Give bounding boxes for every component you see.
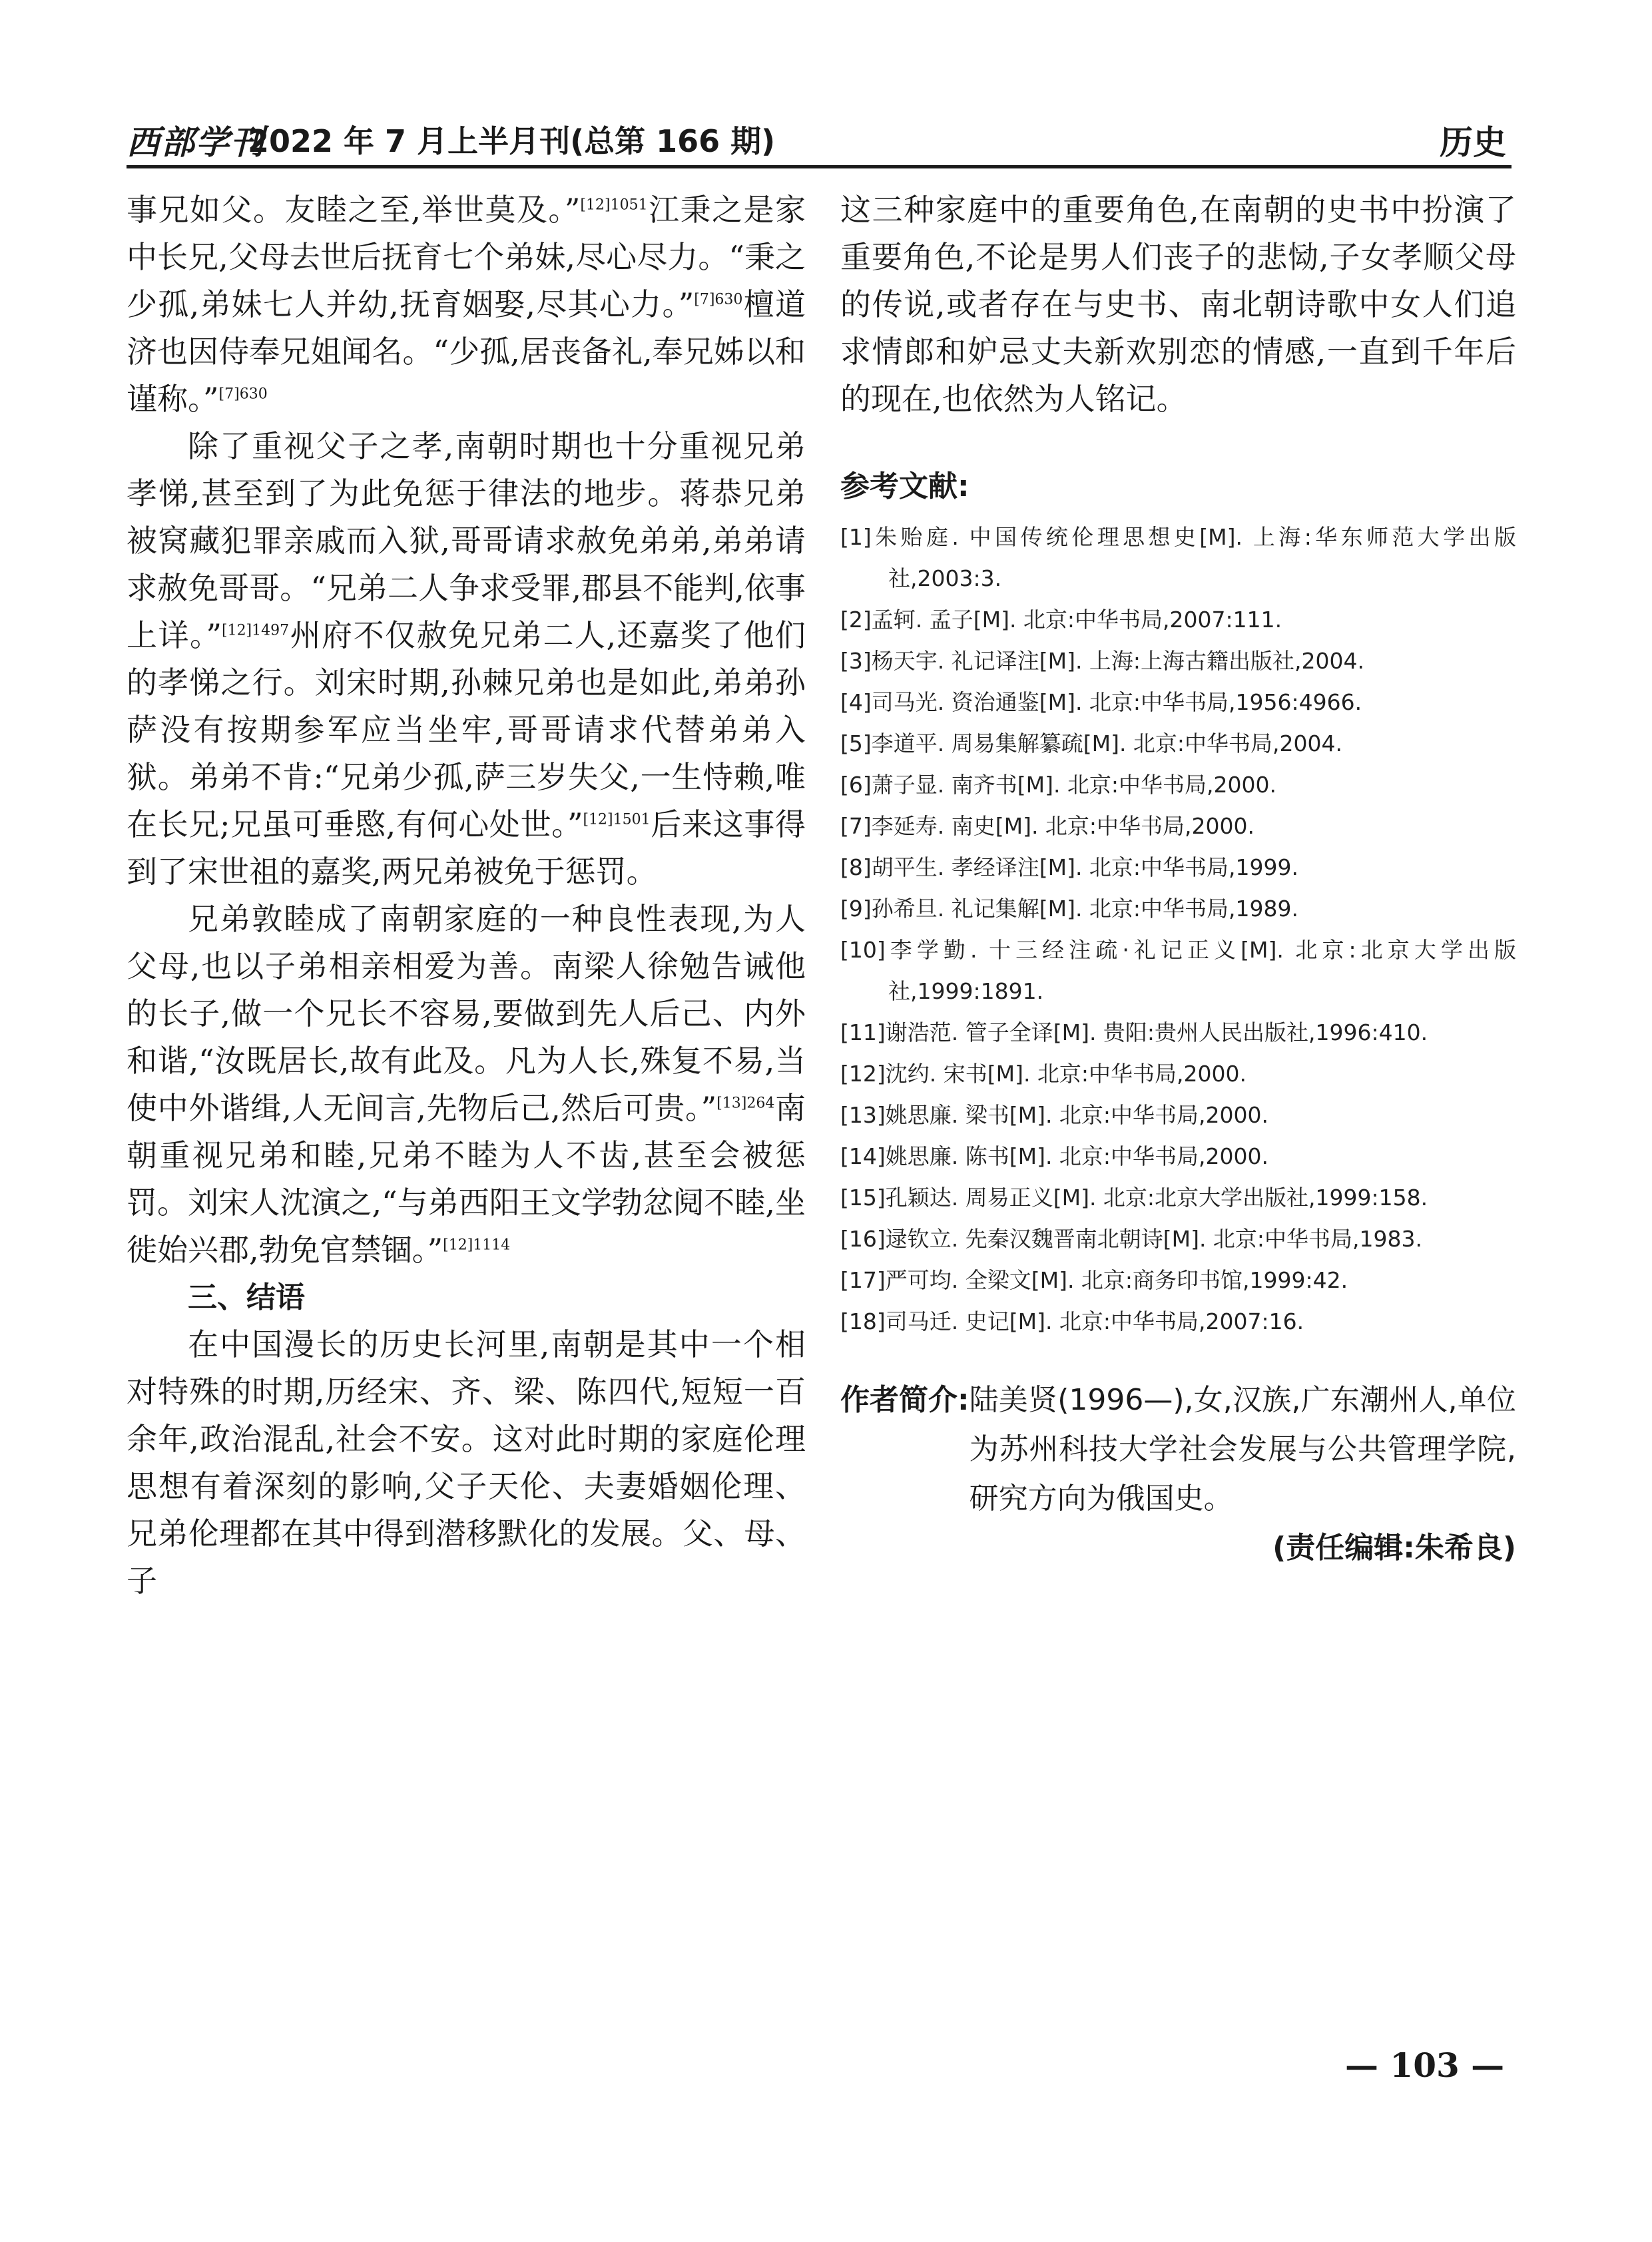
reference-item: [13]姚思廉. 梁书[M]. 北京:中华书局,2000. — [840, 1102, 1269, 1128]
section-name: 历史 — [1440, 123, 1506, 162]
citation: [7]630 — [218, 386, 268, 403]
reference-item: [2]孟轲. 孟子[M]. 北京:中华书局,2007:111. — [840, 607, 1282, 633]
paragraph: 这三种家庭中的重要角色,在南朝的史书中扮演了重要角色,不论是男人们丧子的悲恸,子女孝顺父母的传说,或者存在与史书、南北朝诗歌中女人们追求情郎和妒忌丈夫新欢别恋的情感,一直到千年后的现在,也依然为人铭记。 — [840, 192, 1516, 417]
responsible-editor: (责任编辑:朱希良) — [1272, 1531, 1516, 1565]
references-list — [840, 517, 1516, 1342]
citation: [12]1114 — [443, 1237, 511, 1254]
left-column — [127, 186, 806, 1605]
reference-item: [17]严可均. 全梁文[M]. 北京:商务印书馆,1999:42. — [840, 1267, 1348, 1293]
reference-item: [18]司马迁. 史记[M]. 北京:中华书局,2007:16. — [840, 1308, 1304, 1334]
citation: [12]1497 — [221, 622, 290, 639]
reference-item: [5]李道平. 周易集解纂疏[M]. 北京:中华书局,2004. — [840, 730, 1343, 756]
citation: [7]630 — [694, 291, 743, 308]
reference-item: [14]姚思廉. 陈书[M]. 北京:中华书局,2000. — [840, 1143, 1269, 1169]
right-column — [840, 186, 1516, 1573]
reference-item: [9]孙希旦. 礼记集解[M]. 北京:中华书局,1989. — [840, 896, 1299, 922]
paragraph: 事兄如父。友睦之至,举世莫及。”$^{[12]1051}$江秉之是家中长兄,父母去世后抚育七个弟妹,尽心尽力。“秉之少孤,弟妹七人并幼,抚育姻娶,尽其心力。”$^{[7]630}$檀道济也因侍奉兄姐闻名。“少孤,居丧备礼,奉兄姊以和谨称。”$^{[7]630}$ — [127, 192, 806, 417]
reference-item: [7]李延寿. 南史[M]. 北京:中华书局,2000. — [840, 813, 1255, 839]
reference-item: [1]朱贻庭. 中国传统伦理思想史[M]. 上海:华东师范大学出版社,2003:3. — [840, 524, 1516, 591]
paragraph: 在中国漫长的历史长河里,南朝是其中一个相对特殊的时期,历经宋、齐、梁、陈四代,短短一百余年,政治混乱,社会不安。这对此时期的家庭伦理思想有着深刻的影响,父子天伦、夫妻婚姻伦理、兄弟伦理都在其中得到潜移默化的发展。父、母、子 — [127, 1326, 806, 1599]
reference-item: [4]司马光. 资治通鉴[M]. 北京:中华书局,1956:4966. — [840, 689, 1362, 715]
author-bio-text: 陆美贤(1996—),女,汉族,广东潮州人,单位为苏州科技大学社会发展与公共管理学院,研究方向为俄国史。 — [969, 1383, 1516, 1516]
reference-item: [12]沈约. 宋书[M]. 北京:中华书局,2000. — [840, 1061, 1247, 1087]
citation: [13]264 — [716, 1095, 775, 1112]
reference-item: [6]萧子显. 南齐书[M]. 北京:中华书局,2000. — [840, 772, 1277, 798]
citation: [12]1501 — [583, 811, 651, 828]
reference-item: [15]孔颖达. 周易正义[M]. 北京:北京大学出版社,1999:158. — [840, 1185, 1428, 1211]
paragraph: 兄弟敦睦成了南朝家庭的一种良性表现,为人父母,也以子弟相亲相爱为善。南梁人徐勉告诫他的长子,做一个兄长不容易,要做到先人后己、内外和谐,“汝既居长,故有此及。凡为人长,殊复不易,当使中外谐缉,人无间言,先物后己,然后可贵。”$^{[13]264}$南朝重视兄弟和睦,兄弟不睦为人不齿,甚至会被惩罚。刘宋人沈演之,“与弟西阳王文学勃忿阋不睦,坐徙始兴郡,勃免官禁锢。”$^{[12]1114}$ — [127, 901, 806, 1268]
issue-info: 2022 年 7 月上半月刊(总第 166 期) — [248, 123, 776, 159]
citation: [12]1051 — [580, 196, 648, 214]
reference-item: [11]谢浩范. 管子全译[M]. 贵阳:贵州人民出版社,1996:410. — [840, 1019, 1428, 1045]
paragraph: 除了重视父子之孝,南朝时期也十分重视兄弟孝悌,甚至到了为此免惩于律法的地步。蒋恭兄弟被窝藏犯罪亲戚而入狱,哥哥请求赦免弟弟,弟弟请求赦免哥哥。“兄弟二人争求受罪,郡县不能判,依事上详。”$^{[12]1497}$州府不仅赦免兄弟二人,还嘉奖了他们的孝悌之行。刘宋时期,孙棘兄弟也是如此,弟弟孙萨没有按期参军应当坐牢,哥哥请求代替弟弟入狱。弟弟不肯:“兄弟少孤,萨三岁失父,一生恃赖,唯在长兄;兄虽可垂愍,有何心处世。”$^{[12]1501}$后来这事得到了宋世祖的嘉奖,两兄弟被免于惩罚。 — [127, 428, 806, 890]
journal-logo: 西部学刊 — [127, 123, 265, 162]
references-title: 参考文献: — [840, 469, 969, 503]
reference-item: [10]李学勤. 十三经注疏·礼记正义[M]. 北京:北京大学出版社,1999:1891. — [840, 937, 1516, 1004]
section-heading: 三、结语 — [188, 1280, 305, 1314]
page-number: — 103 — — [1345, 2046, 1505, 2085]
author-bio — [840, 1376, 1516, 1524]
reference-item: [3]杨天宇. 礼记译注[M]. 上海:上海古籍出版社,2004. — [840, 648, 1365, 674]
reference-item: [8]胡平生. 孝经译注[M]. 北京:中华书局,1999. — [840, 854, 1299, 880]
reference-item: [16]逯钦立. 先秦汉魏晋南北朝诗[M]. 北京:中华书局,1983. — [840, 1226, 1423, 1252]
page-header — [127, 112, 1512, 168]
author-bio-label: 作者简介: — [840, 1383, 969, 1417]
